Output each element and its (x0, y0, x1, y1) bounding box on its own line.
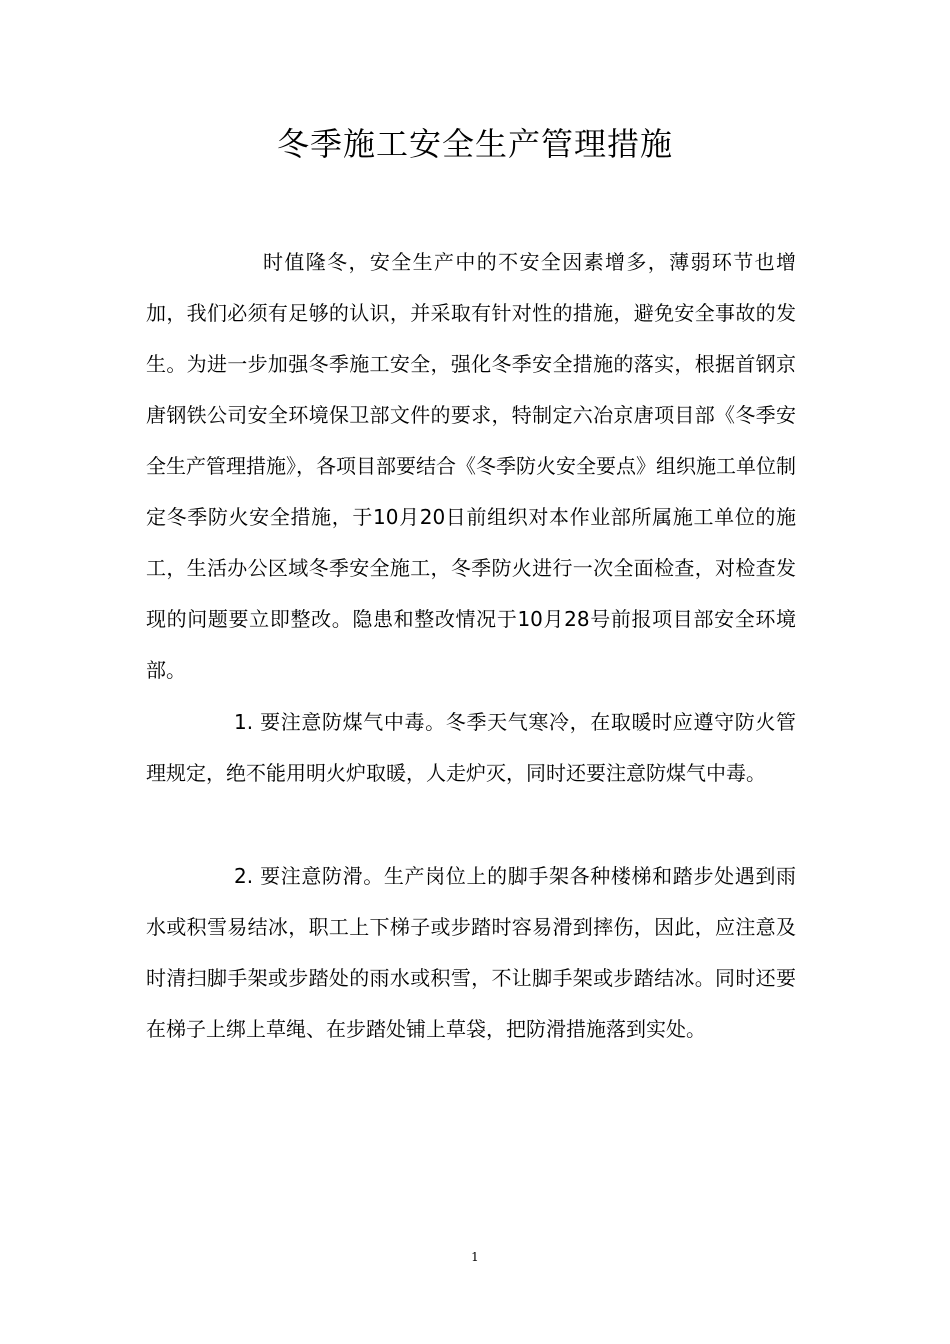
measure-2-paragraph: 2. 要注意防滑。生产岗位上的脚手架各种楼梯和踏步处遇到雨水或积雪易结冰，职工上下梯子或步踏时容易滑到摔伤，因此，应注意及时清扫脚手架或步踏处的雨水或积雪，不让脚手架或步踏结冰。同时还要在梯子上绑上草绳、在步踏处铺上草袋，把防滑措施落到实处。 (146, 864, 796, 1041)
measure-1-paragraph: 1. 要注意防煤气中毒。冬季天气寒冷，在取暖时应遵守防火管理规定，绝不能用明火炉取暖，人走炉灭，同时还要注意防煤气中毒。 (146, 710, 796, 785)
intro-paragraph: 时值隆冬，安全生产中的不安全因素增多，薄弱环节也增加，我们必须有足够的认识，并采取有针对性的措施，避免安全事故的发生。为进一步加强冬季施工安全，强化冬季安全措施的落实，根据首钢京唐钢铁公司安全环境保卫部文件的要求，特制定六冶京唐项目部《冬季安全生产管理措施》，各项目部要结合《冬季防火安全要点》组织施工单位制定冬季防火安全措施，于10月20日前组织对本作业部所属施工单位的施工，生活办公区域冬季安全施工，冬季防火进行一次全面检查，对检查发现的问题要立即整改。隐患和整改情况于10月28号前报项目部安全环境部。 (146, 250, 796, 682)
page-number: 1 (471, 1250, 479, 1264)
document-title: 冬季施工安全生产管理措施 (276, 125, 673, 163)
